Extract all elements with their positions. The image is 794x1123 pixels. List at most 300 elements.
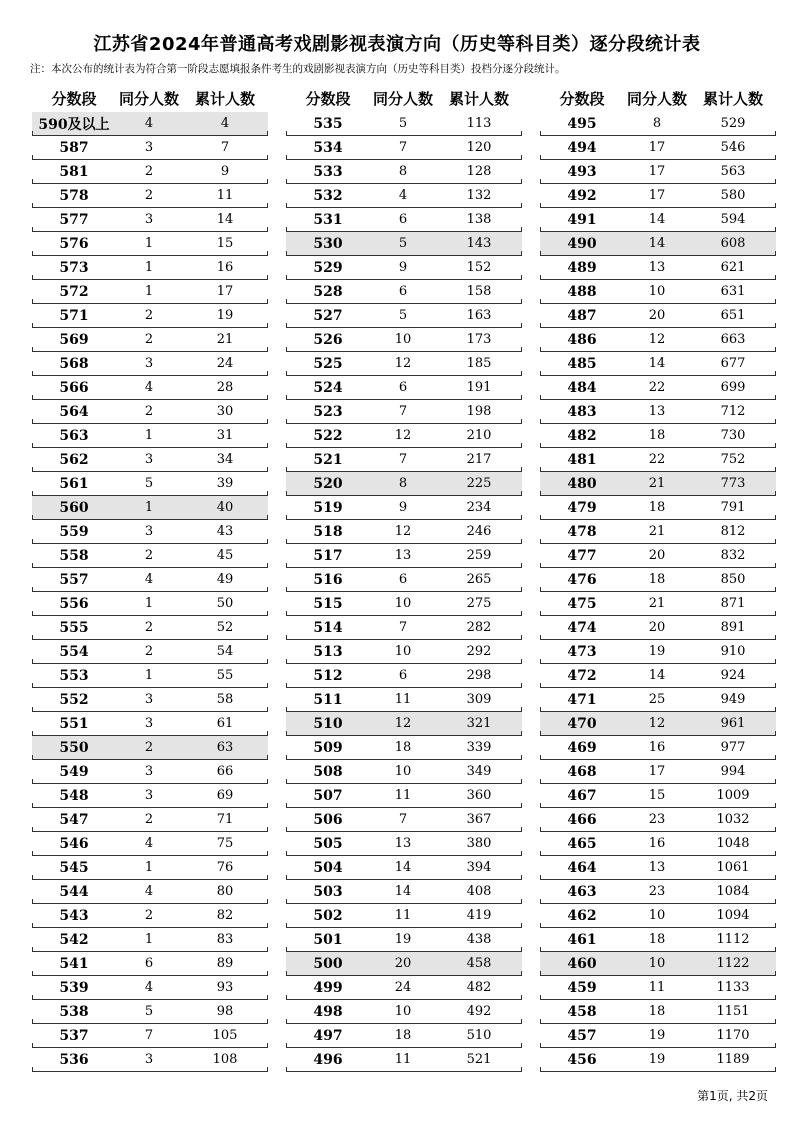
same-count-cell: 7 (144, 1028, 154, 1043)
score-cell: 486 (567, 331, 597, 348)
same-count-cell: 19 (648, 1052, 666, 1067)
table-row (286, 448, 522, 472)
same-count-cell: 2 (144, 740, 154, 755)
same-count-cell: 22 (648, 452, 666, 467)
score-cell: 519 (313, 499, 343, 516)
same-count-cell: 12 (394, 716, 412, 731)
cumulative-cell: 438 (466, 932, 492, 947)
cumulative-cell: 7 (220, 140, 230, 155)
same-count-cell: 2 (144, 404, 154, 419)
score-cell: 578 (59, 187, 89, 204)
score-cell: 510 (313, 715, 343, 732)
cumulative-cell: 529 (720, 116, 746, 131)
same-count-cell: 1 (144, 932, 154, 947)
table-row (540, 952, 776, 976)
cumulative-cell: 128 (466, 164, 492, 179)
same-count-cell: 14 (648, 356, 666, 371)
table-row (286, 304, 522, 328)
table-row (540, 424, 776, 448)
table-row (286, 976, 522, 1000)
score-cell: 520 (313, 475, 343, 492)
cumulative-cell: 994 (720, 764, 746, 779)
cumulative-cell: 31 (216, 428, 234, 443)
score-cell: 531 (313, 211, 343, 228)
table-row (540, 1000, 776, 1024)
cumulative-cell: 9 (220, 164, 230, 179)
same-count-cell: 13 (648, 260, 666, 275)
same-count-cell: 2 (144, 548, 154, 563)
cumulative-cell: 198 (466, 404, 492, 419)
cumulative-cell: 594 (720, 212, 746, 227)
score-cell: 511 (313, 691, 343, 708)
cumulative-cell: 1112 (716, 932, 750, 947)
table-row (540, 352, 776, 376)
cumulative-cell: 45 (216, 548, 234, 563)
cumulative-cell: 58 (216, 692, 234, 707)
score-cell: 482 (567, 427, 597, 444)
rows (32, 112, 268, 1072)
cumulative-cell: 234 (466, 500, 492, 515)
cumulative-cell: 66 (216, 764, 234, 779)
cumulative-cell: 1170 (716, 1028, 750, 1043)
same-count-cell: 9 (398, 500, 408, 515)
cumulative-cell: 89 (216, 956, 234, 971)
table-row (286, 424, 522, 448)
same-count-cell: 17 (648, 164, 666, 179)
score-cell: 464 (567, 859, 597, 876)
table-row (32, 640, 268, 664)
score-cell: 539 (59, 979, 89, 996)
table-row (286, 1024, 522, 1048)
table-row (286, 928, 522, 952)
cumulative-cell: 458 (466, 956, 492, 971)
same-count-cell: 14 (648, 668, 666, 683)
table-row (286, 952, 522, 976)
table-row (32, 496, 268, 520)
cumulative-cell: 631 (720, 284, 746, 299)
score-cell: 554 (59, 643, 89, 660)
score-cell: 546 (59, 835, 89, 852)
score-cell: 495 (567, 115, 597, 132)
score-cell: 502 (313, 907, 343, 924)
same-count-cell: 3 (144, 140, 154, 155)
cumulative-cell: 54 (216, 644, 234, 659)
score-cell: 459 (567, 979, 597, 996)
cumulative-cell: 191 (466, 380, 492, 395)
cumulative-cell: 98 (216, 1004, 234, 1019)
cumulative-cell: 16 (216, 260, 234, 275)
table-row (540, 544, 776, 568)
score-cell: 494 (567, 139, 597, 156)
same-count-cell: 7 (398, 452, 408, 467)
cumulative-cell: 419 (466, 908, 492, 923)
score-cell: 553 (59, 667, 89, 684)
table-row (32, 160, 268, 184)
table-row (286, 184, 522, 208)
same-count-cell: 7 (398, 812, 408, 827)
table-row (32, 592, 268, 616)
score-cell: 496 (313, 1051, 343, 1068)
score-cell: 577 (59, 211, 89, 228)
cumulative-cell: 850 (720, 572, 746, 587)
score-cell: 514 (313, 619, 343, 636)
score-cell: 462 (567, 907, 597, 924)
score-cell: 563 (59, 427, 89, 444)
cumulative-cell: 608 (720, 236, 746, 251)
table-row (286, 568, 522, 592)
cumulative-cell: 563 (720, 164, 746, 179)
cumulative-cell: 173 (466, 332, 492, 347)
score-cell: 468 (567, 763, 597, 780)
score-cell: 491 (567, 211, 597, 228)
same-count-cell: 2 (144, 188, 154, 203)
table-row (286, 1000, 522, 1024)
cumulative-cell: 380 (466, 836, 492, 851)
cumulative-cell: 4 (220, 116, 230, 131)
table-row (286, 1048, 522, 1072)
same-count-cell: 12 (394, 428, 412, 443)
cumulative-cell: 21 (216, 332, 234, 347)
table-row (540, 184, 776, 208)
table-row (540, 904, 776, 928)
cumulative-cell: 113 (466, 116, 492, 131)
same-count-cell: 13 (648, 860, 666, 875)
header-cumulative: 累计人数 (702, 89, 763, 108)
same-count-cell: 12 (648, 332, 666, 347)
table-row (540, 808, 776, 832)
cumulative-cell: 282 (466, 620, 492, 635)
table-row (32, 952, 268, 976)
score-cell: 523 (313, 403, 343, 420)
same-count-cell: 1 (144, 284, 154, 299)
cumulative-cell: 1122 (716, 956, 750, 971)
table-row (32, 784, 268, 808)
same-count-cell: 10 (394, 644, 412, 659)
table-row (32, 400, 268, 424)
table-row (32, 568, 268, 592)
table-row (286, 328, 522, 352)
score-cell: 507 (313, 787, 343, 804)
cumulative-cell: 812 (720, 524, 746, 539)
table-row (32, 112, 268, 136)
table-row (286, 808, 522, 832)
same-count-cell: 16 (648, 836, 666, 851)
same-count-cell: 2 (144, 908, 154, 923)
cumulative-cell: 158 (466, 284, 492, 299)
same-count-cell: 11 (394, 908, 412, 923)
table-row (540, 136, 776, 160)
score-cell: 489 (567, 259, 597, 276)
same-count-cell: 23 (648, 812, 666, 827)
score-cell: 564 (59, 403, 89, 420)
table-row (540, 760, 776, 784)
score-cell: 503 (313, 883, 343, 900)
cumulative-cell: 52 (216, 620, 234, 635)
score-cell: 485 (567, 355, 597, 372)
score-cell: 532 (313, 187, 343, 204)
table-row (540, 640, 776, 664)
table-row (540, 304, 776, 328)
table-row (32, 424, 268, 448)
table-row (32, 880, 268, 904)
table-row (286, 352, 522, 376)
same-count-cell: 1 (144, 596, 154, 611)
table-row (32, 448, 268, 472)
score-cell: 562 (59, 451, 89, 468)
table-row (286, 904, 522, 928)
same-count-cell: 8 (398, 164, 408, 179)
same-count-cell: 12 (394, 524, 412, 539)
cumulative-cell: 349 (466, 764, 492, 779)
table-column-3 (540, 84, 776, 1072)
cumulative-cell: 924 (720, 668, 746, 683)
score-cell: 535 (313, 115, 343, 132)
same-count-cell: 10 (648, 956, 666, 971)
table-row (540, 208, 776, 232)
score-cell: 543 (59, 907, 89, 924)
cumulative-cell: 80 (216, 884, 234, 899)
table-row (32, 328, 268, 352)
same-count-cell: 2 (144, 164, 154, 179)
same-count-cell: 2 (144, 308, 154, 323)
same-count-cell: 18 (648, 572, 666, 587)
score-cell: 552 (59, 691, 89, 708)
same-count-cell: 2 (144, 644, 154, 659)
table-note: 注：本次公布的统计表为符合第一阶段志愿填报条件考生的戏剧影视表演方向（历史等科目类）投档分逐分段统计。 (30, 63, 566, 75)
same-count-cell: 17 (648, 764, 666, 779)
score-cell: 530 (313, 235, 343, 252)
score-cell: 501 (313, 931, 343, 948)
table-row (286, 520, 522, 544)
score-cell: 544 (59, 883, 89, 900)
score-cell: 478 (567, 523, 597, 540)
cumulative-cell: 82 (216, 908, 234, 923)
cumulative-cell: 309 (466, 692, 492, 707)
score-cell: 513 (313, 643, 343, 660)
table-row (286, 688, 522, 712)
score-cell: 521 (313, 451, 343, 468)
table-row (540, 784, 776, 808)
same-count-cell: 1 (144, 668, 154, 683)
table-row (32, 280, 268, 304)
cumulative-cell: 152 (466, 260, 492, 275)
cumulative-cell: 11 (216, 188, 234, 203)
cumulative-cell: 132 (466, 188, 492, 203)
score-cell: 505 (313, 835, 343, 852)
cumulative-cell: 210 (466, 428, 492, 443)
header-same-count: 同分人数 (372, 89, 433, 108)
rows (540, 112, 776, 1072)
score-cell: 525 (313, 355, 343, 372)
score-cell: 550 (59, 739, 89, 756)
score-cell: 472 (567, 667, 597, 684)
score-cell: 469 (567, 739, 597, 756)
table-row (32, 136, 268, 160)
table-row (540, 928, 776, 952)
cumulative-cell: 30 (216, 404, 234, 419)
score-cell: 542 (59, 931, 89, 948)
score-cell: 481 (567, 451, 597, 468)
cumulative-cell: 1032 (716, 812, 750, 827)
same-count-cell: 3 (144, 1052, 154, 1067)
cumulative-cell: 773 (720, 476, 746, 491)
same-count-cell: 2 (144, 812, 154, 827)
table-row (540, 520, 776, 544)
same-count-cell: 25 (648, 692, 666, 707)
cumulative-cell: 138 (466, 212, 492, 227)
same-count-cell: 10 (394, 596, 412, 611)
table-row (32, 1048, 268, 1072)
same-count-cell: 17 (648, 140, 666, 155)
table-row (540, 736, 776, 760)
cumulative-cell: 1061 (716, 860, 750, 875)
table-row (540, 328, 776, 352)
score-cell: 466 (567, 811, 597, 828)
table-row (540, 712, 776, 736)
table-row (286, 880, 522, 904)
score-cell: 528 (313, 283, 343, 300)
same-count-cell: 18 (648, 1004, 666, 1019)
table-row (540, 280, 776, 304)
table-row (540, 568, 776, 592)
table-row (540, 592, 776, 616)
same-count-cell: 1 (144, 260, 154, 275)
cumulative-cell: 63 (216, 740, 234, 755)
cumulative-cell: 24 (216, 356, 234, 371)
score-cell: 473 (567, 643, 597, 660)
cumulative-cell: 28 (216, 380, 234, 395)
cumulative-cell: 40 (216, 500, 234, 515)
same-count-cell: 6 (398, 572, 408, 587)
table-row (286, 472, 522, 496)
same-count-cell: 5 (144, 476, 154, 491)
score-cell: 487 (567, 307, 597, 324)
table-row (32, 712, 268, 736)
same-count-cell: 11 (394, 692, 412, 707)
cumulative-cell: 292 (466, 644, 492, 659)
score-cell: 541 (59, 955, 89, 972)
same-count-cell: 4 (144, 884, 154, 899)
score-cell: 559 (59, 523, 89, 540)
header-same-count: 同分人数 (626, 89, 687, 108)
same-count-cell: 7 (398, 140, 408, 155)
table-row (286, 208, 522, 232)
score-cell: 573 (59, 259, 89, 276)
table-row (32, 472, 268, 496)
cumulative-cell: 394 (466, 860, 492, 875)
score-cell: 471 (567, 691, 597, 708)
same-count-cell: 13 (394, 548, 412, 563)
score-cell: 483 (567, 403, 597, 420)
score-cell: 557 (59, 571, 89, 588)
score-cell: 470 (567, 715, 597, 732)
cumulative-cell: 61 (216, 716, 234, 731)
same-count-cell: 5 (398, 308, 408, 323)
table-row (32, 688, 268, 712)
same-count-cell: 23 (648, 884, 666, 899)
same-count-cell: 3 (144, 764, 154, 779)
score-cell: 475 (567, 595, 597, 612)
table-row (286, 616, 522, 640)
score-cell: 568 (59, 355, 89, 372)
table-row (32, 184, 268, 208)
cumulative-cell: 76 (216, 860, 234, 875)
same-count-cell: 3 (144, 788, 154, 803)
table-row (286, 232, 522, 256)
table-row (540, 976, 776, 1000)
cumulative-cell: 298 (466, 668, 492, 683)
header-score: 分数段 (51, 89, 97, 108)
table-row (32, 808, 268, 832)
score-cell: 500 (313, 955, 343, 972)
same-count-cell: 2 (144, 620, 154, 635)
cumulative-cell: 71 (216, 812, 234, 827)
table-row (286, 280, 522, 304)
score-cell: 509 (313, 739, 343, 756)
score-cell: 467 (567, 787, 597, 804)
cumulative-cell: 49 (216, 572, 234, 587)
cumulative-cell: 871 (720, 596, 746, 611)
table-row (540, 688, 776, 712)
score-cell: 488 (567, 283, 597, 300)
table-row (286, 112, 522, 136)
table-row (32, 976, 268, 1000)
score-cell: 504 (313, 859, 343, 876)
score-cell: 548 (59, 787, 89, 804)
cumulative-cell: 1084 (716, 884, 750, 899)
cumulative-cell: 621 (720, 260, 746, 275)
table-row (32, 664, 268, 688)
header-score: 分数段 (305, 89, 351, 108)
cumulative-cell: 961 (720, 716, 746, 731)
score-cell: 517 (313, 547, 343, 564)
same-count-cell: 4 (144, 980, 154, 995)
score-cell: 545 (59, 859, 89, 876)
table-row (32, 736, 268, 760)
same-count-cell: 3 (144, 716, 154, 731)
score-cell: 463 (567, 883, 597, 900)
score-cell: 556 (59, 595, 89, 612)
table-row (32, 928, 268, 952)
same-count-cell: 4 (144, 380, 154, 395)
table-row (540, 664, 776, 688)
table-row (286, 592, 522, 616)
header-score: 分数段 (559, 89, 605, 108)
table-row (540, 376, 776, 400)
cumulative-cell: 1048 (716, 836, 750, 851)
score-cell: 560 (59, 499, 89, 516)
same-count-cell: 18 (648, 932, 666, 947)
table-row (286, 640, 522, 664)
cumulative-cell: 663 (720, 332, 746, 347)
table-row (32, 256, 268, 280)
score-cell: 515 (313, 595, 343, 612)
same-count-cell: 14 (648, 212, 666, 227)
same-count-cell: 18 (648, 428, 666, 443)
cumulative-cell: 408 (466, 884, 492, 899)
cumulative-cell: 75 (216, 836, 234, 851)
cumulative-cell: 1151 (716, 1004, 750, 1019)
same-count-cell: 6 (398, 668, 408, 683)
cumulative-cell: 225 (466, 476, 492, 491)
same-count-cell: 20 (648, 620, 666, 635)
table-row (286, 784, 522, 808)
score-cell: 569 (59, 331, 89, 348)
table-row (286, 256, 522, 280)
score-cell: 587 (59, 139, 89, 156)
table-row (540, 1048, 776, 1072)
cumulative-cell: 321 (466, 716, 492, 731)
